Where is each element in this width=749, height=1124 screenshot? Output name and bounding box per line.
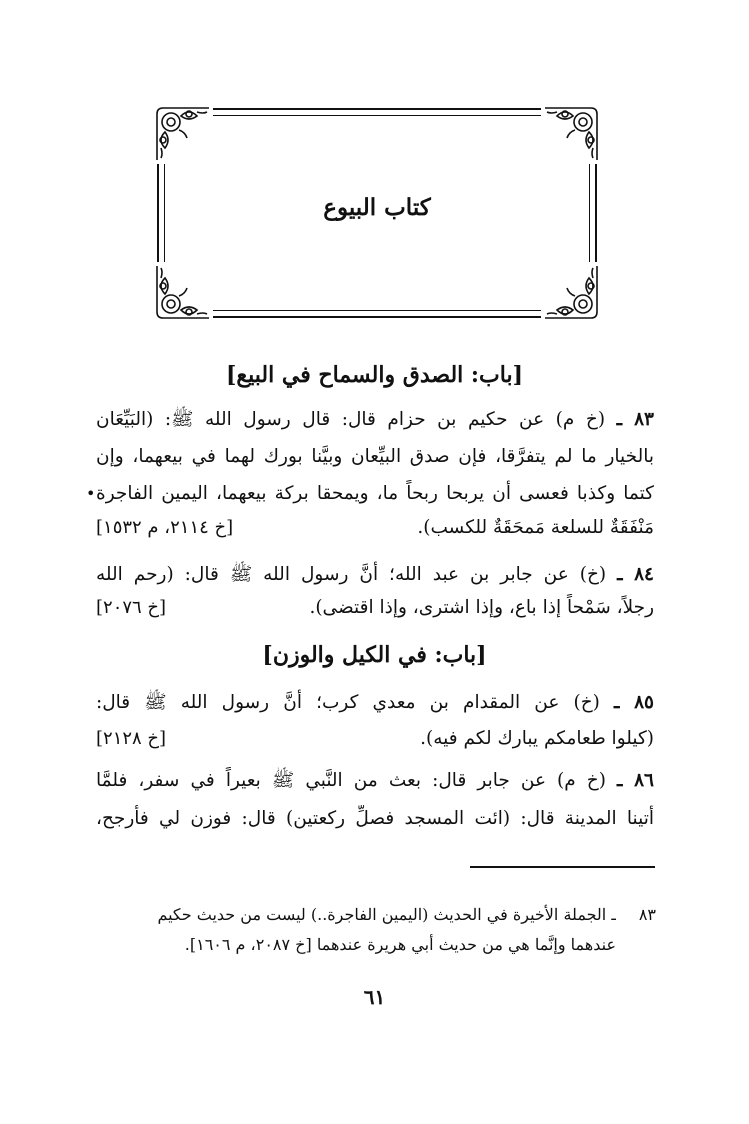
- hadith-83-line-4: مَنْفَقَةٌ للسلعة مَمحَقَةٌ للكسب).: [417, 517, 654, 538]
- hadith-86-line-1: ٨٦ ـ (خ م) عن جابر قال: بعث من النَّبي ﷺ بعيراً في سفر، فلمَّا: [96, 770, 654, 791]
- hadith-85-line-2: (كيلوا طعامكم يبارك لكم فيه).: [420, 728, 654, 749]
- ornament-corner-icon: [541, 104, 601, 164]
- hadith-number: ٨٦ ـ: [617, 770, 654, 791]
- hadith-85-reference: [خ ٢١٢٨]: [96, 728, 167, 749]
- hadith-83-line-2: بالخيار ما لم يتفرَّقا، فإن صدق البيِّعان وبيَّنا بورك لهما في بيعهما، وإن: [96, 446, 654, 467]
- hadith-84-line-1: ٨٤ ـ (خ) عن جابر بن عبد الله؛ أنَّ رسول الله ﷺ قال: (رحم الله: [96, 564, 654, 585]
- hadith-85-line-1: ٨٥ ـ (خ) عن المقدام بن معدي كرب؛ أنَّ رسول الله ﷺ قال:: [96, 692, 654, 713]
- hadith-number: ٨٥ ـ: [614, 692, 654, 713]
- hadith-number: ٨٤ ـ: [617, 564, 654, 585]
- footnote-line-1: ـ الجملة الأخيرة في الحديث (اليمين الفاجرة..) ليست من حديث حكيم: [157, 905, 616, 924]
- book-title: كتاب البيوع: [323, 194, 431, 221]
- title-frame: [157, 108, 597, 318]
- footnote-line-2: عندهما وإنَّما هي من حديث أبي هريرة عندهما [خ ٢٠٨٧، م ١٦٠٦].: [184, 935, 616, 954]
- section-heading: [باب: الصدق والسماح في البيع]: [226, 362, 523, 388]
- footnote-rule: [470, 866, 655, 868]
- hadith-83-line-3: كتما وكذبا فعسى أن يربحا ربحاً ما، ويمحقا بركة بيعهما، اليمين الفاجرة: [96, 483, 654, 504]
- ornament-corner-icon: [541, 262, 601, 322]
- hadith-83-reference: [خ ٢١١٤، م ١٥٣٢]: [96, 517, 234, 538]
- footnote-number: ٨٣: [638, 905, 656, 924]
- margin-bullet: •: [86, 484, 96, 503]
- section-heading: [باب: في الكيل والوزن]: [262, 642, 487, 668]
- ornament-corner-icon: [153, 262, 213, 322]
- hadith-84-reference: [خ ٢٠٧٦]: [96, 597, 167, 618]
- hadith-84-line-2: رجلاً، سَمْحاً إذا باع، وإذا اشترى، وإذا اقتضى).: [309, 597, 654, 618]
- ornament-corner-icon: [153, 104, 213, 164]
- hadith-86-line-2: أتينا المدينة قال: (ائت المسجد فصلِّ ركعتين) قال: فوزن لي فأرجح،: [96, 808, 654, 829]
- hadith-number: ٨٣ ـ: [616, 409, 654, 430]
- page-number: ٦١: [363, 985, 386, 1009]
- hadith-83-line-1: ٨٣ ـ (خ م) عن حكيم بن حزام قال: قال رسول الله ﷺ: (البَيِّعَان: [96, 409, 654, 430]
